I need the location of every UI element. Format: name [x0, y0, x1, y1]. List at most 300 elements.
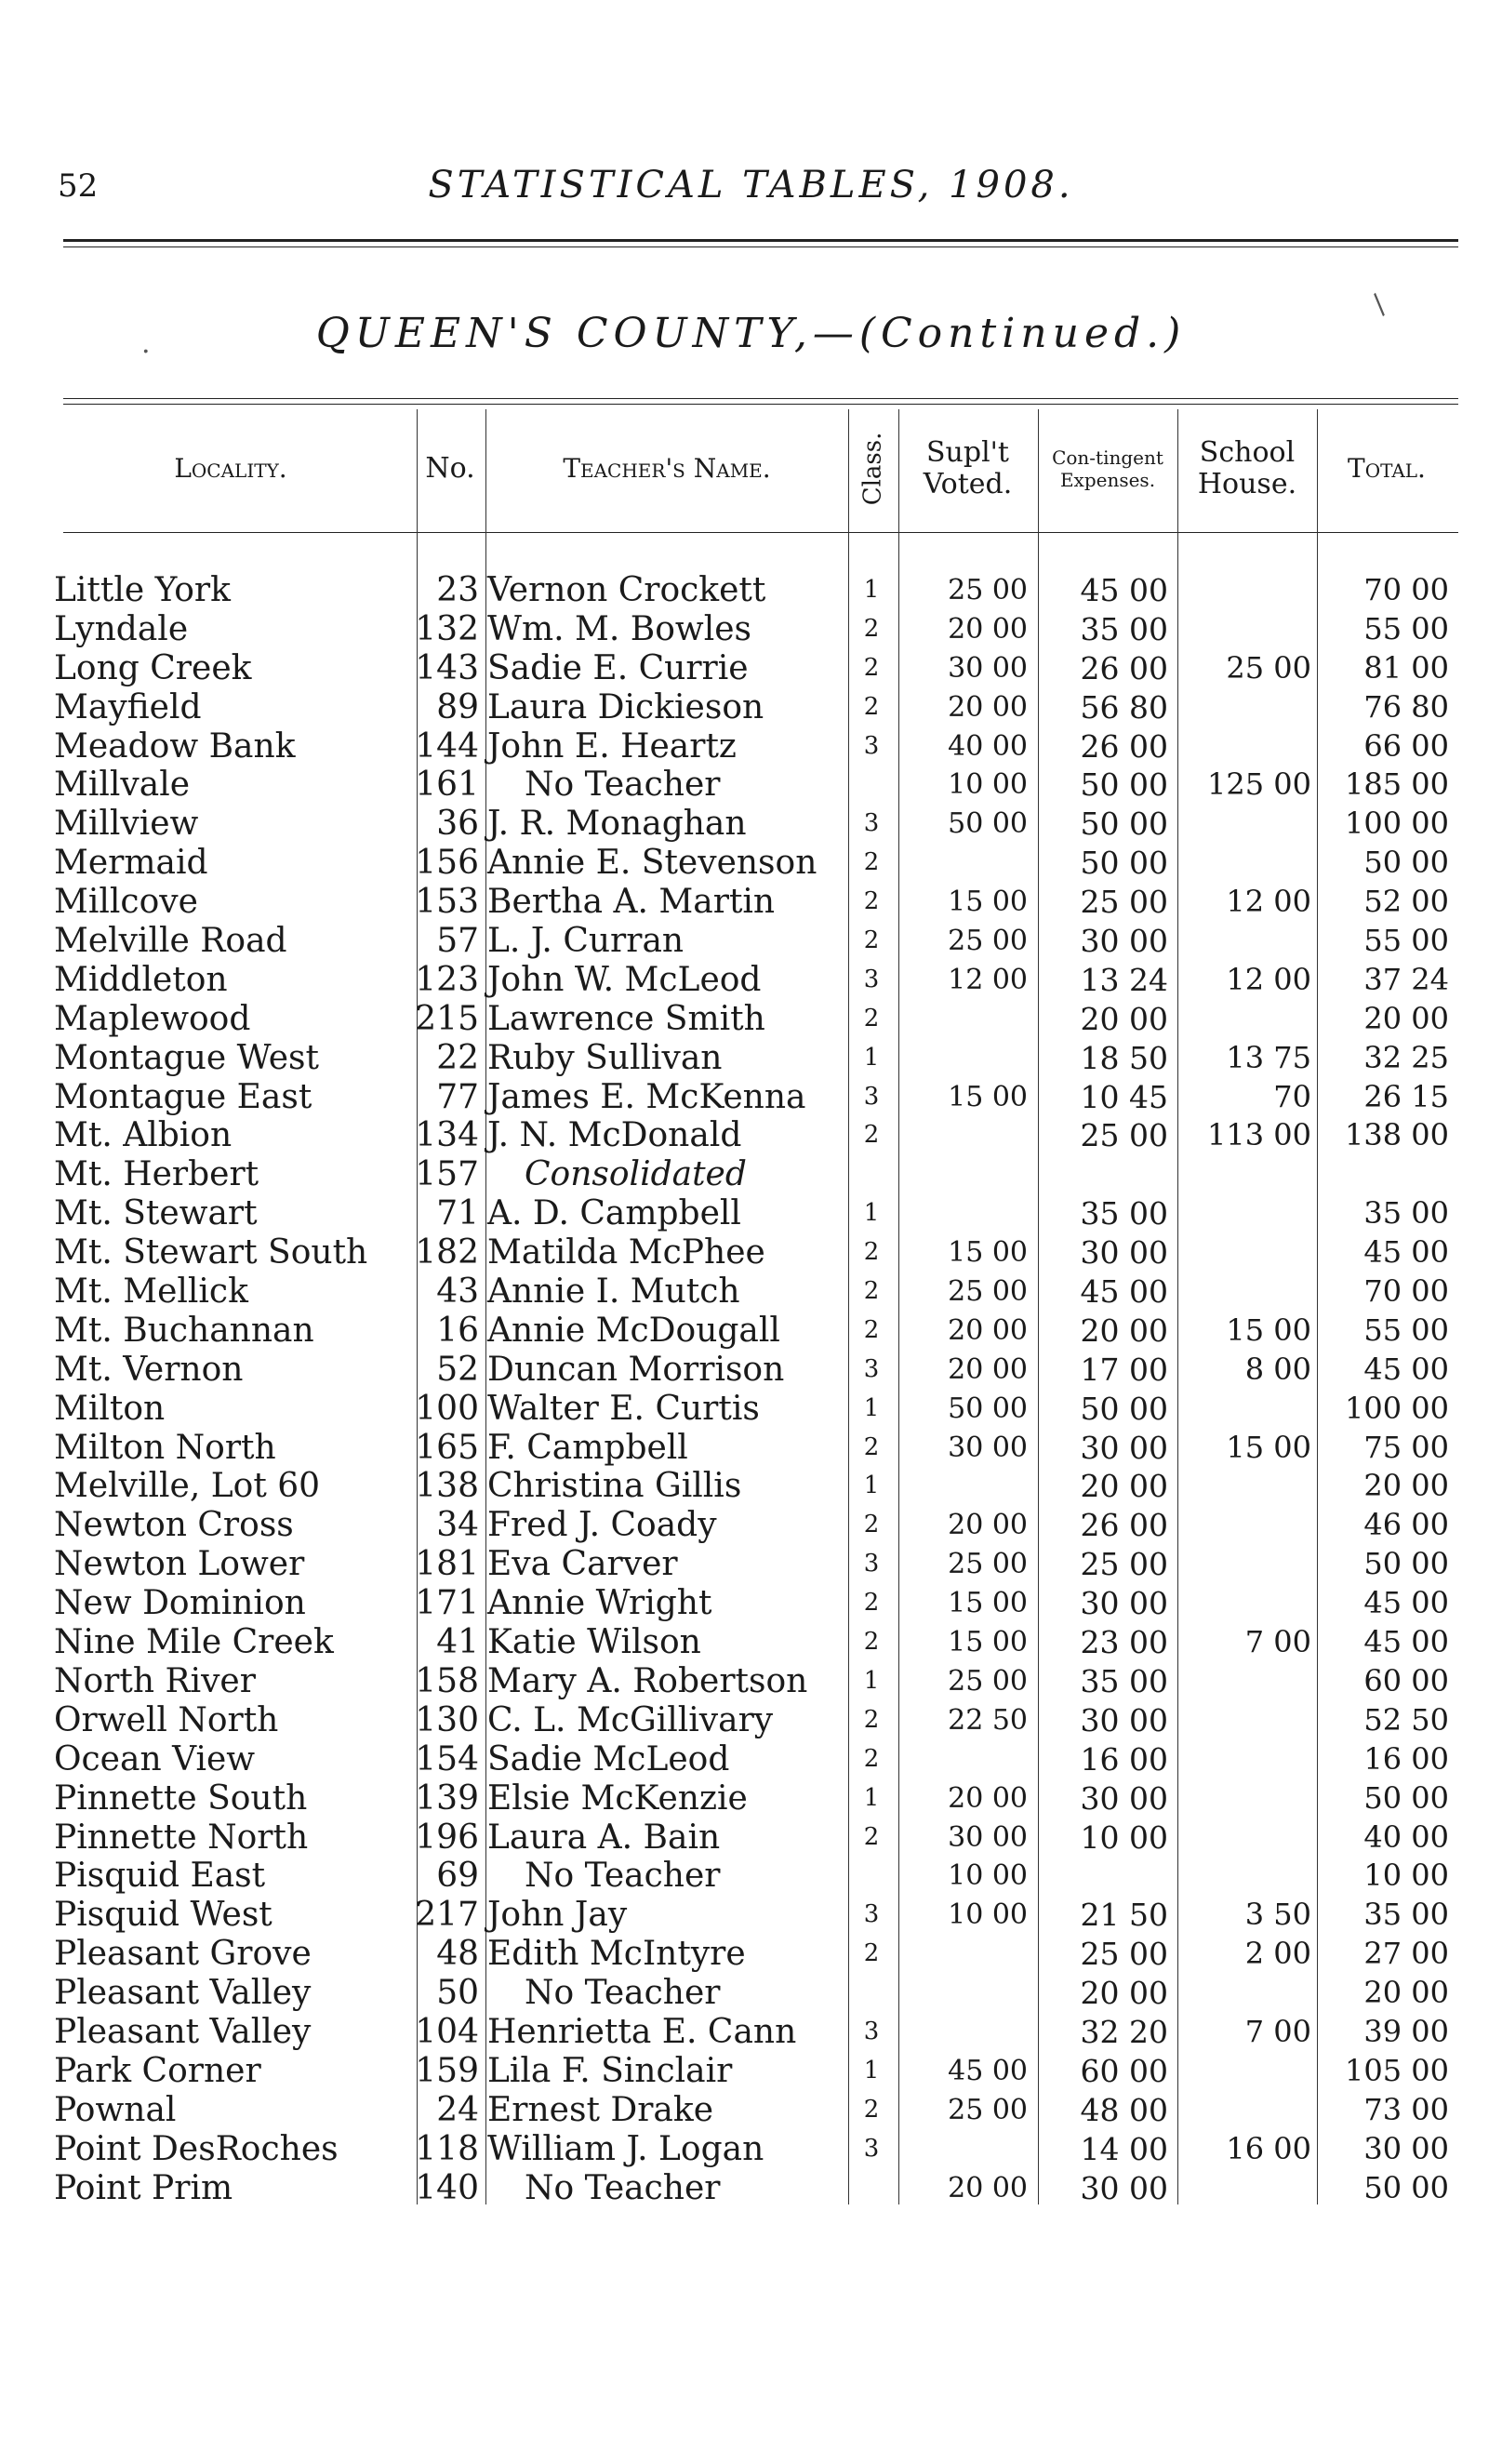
- table-row: [0, 1857, 1502, 1896]
- contingent-cell: 50 00: [1080, 845, 1168, 882]
- locality-cell: Pinnette North: [54, 1818, 309, 1857]
- locality-cell: Milton: [54, 1389, 166, 1428]
- table-row: [0, 1429, 1502, 1468]
- total-cell: 16 00: [1363, 1740, 1449, 1777]
- contingent-cell: 13 24: [1080, 961, 1168, 998]
- supl-voted-cell: 15 00: [948, 1080, 1028, 1113]
- teacher-cell: No Teacher: [525, 1974, 721, 2013]
- contingent-cell: 30 00: [1080, 2169, 1168, 2206]
- teacher-cell: Bertha A. Martin: [487, 883, 776, 922]
- table-row: [0, 1194, 1502, 1233]
- total-cell: 45 00: [1363, 1624, 1449, 1660]
- locality-cell: Millview: [54, 805, 199, 844]
- table-row: [0, 1623, 1502, 1662]
- school-house-cell: 12 00: [1226, 961, 1311, 997]
- class-cell: 3: [863, 731, 880, 760]
- teacher-cell: Henrietta E. Cann: [487, 2012, 797, 2051]
- teacher-cell: J. R. Monaghan: [487, 805, 747, 844]
- total-cell: 55 00: [1363, 1312, 1449, 1348]
- teacher-cell: Fred J. Coady: [487, 1506, 717, 1545]
- header-rule-bottom: [63, 532, 1458, 533]
- teacher-cell: Elsie McKenzie: [487, 1778, 748, 1818]
- table-row: [0, 688, 1502, 727]
- supl-voted-cell: 20 00: [948, 2171, 1028, 2204]
- supl-voted-cell: 45 00: [948, 2054, 1028, 2087]
- locality-cell: Maplewood: [54, 999, 251, 1038]
- number-cell: 23: [436, 571, 479, 609]
- table-row: [0, 1896, 1502, 1935]
- class-cell: 2: [863, 653, 880, 682]
- table-row: [0, 1584, 1502, 1623]
- table-row: [0, 1390, 1502, 1429]
- teacher-cell: James E. McKenna: [487, 1077, 806, 1116]
- total-cell: 45 00: [1363, 1585, 1449, 1621]
- locality-cell: New Dominion: [54, 1584, 306, 1623]
- class-cell: 2: [863, 1744, 880, 1773]
- contingent-cell: 30 00: [1080, 1585, 1168, 1622]
- number-cell: 159: [415, 2051, 479, 2090]
- total-cell: 50 00: [1363, 845, 1449, 881]
- header-class-label: Class.: [858, 432, 887, 506]
- number-cell: 69: [436, 1857, 479, 1896]
- teacher-cell: Laura A. Bain: [487, 1818, 721, 1857]
- number-cell: 165: [415, 1428, 479, 1467]
- table-row: [0, 1116, 1502, 1155]
- total-cell: 75 00: [1363, 1429, 1449, 1465]
- header-rule-top-2: [63, 404, 1458, 405]
- supl-voted-cell: 40 00: [948, 729, 1028, 763]
- contingent-cell: 32 20: [1080, 2013, 1168, 2050]
- contingent-cell: 23 00: [1080, 1624, 1168, 1661]
- locality-cell: Millcove: [54, 883, 198, 922]
- class-cell: 1: [863, 1783, 880, 1812]
- stray-mark: /: [1364, 288, 1394, 321]
- number-cell: 138: [415, 1467, 479, 1506]
- locality-cell: Lyndale: [54, 609, 189, 648]
- number-cell: 22: [436, 1038, 479, 1077]
- locality-cell: Pleasant Valley: [54, 2012, 312, 2051]
- contingent-cell: 10 45: [1080, 1078, 1168, 1115]
- number-cell: 181: [415, 1545, 479, 1584]
- number-cell: 100: [415, 1389, 479, 1428]
- number-cell: 43: [436, 1272, 479, 1312]
- teacher-cell: Annie E. Stevenson: [487, 844, 817, 883]
- total-cell: 45 00: [1363, 1351, 1449, 1387]
- contingent-cell: 25 00: [1080, 1117, 1168, 1154]
- contingent-cell: 17 00: [1080, 1351, 1168, 1388]
- header-no: No.: [425, 451, 475, 485]
- number-cell: 140: [415, 2168, 479, 2207]
- locality-cell: Pleasant Grove: [54, 1935, 312, 1974]
- teacher-cell: J. N. McDonald: [487, 1116, 742, 1155]
- table-row: [0, 1662, 1502, 1701]
- header-contingent: Con-tingent Expenses.: [1052, 446, 1163, 491]
- locality-cell: Newton Cross: [54, 1506, 294, 1545]
- table-row: [0, 1779, 1502, 1818]
- class-cell: 2: [863, 1315, 880, 1344]
- table-row: [0, 1233, 1502, 1272]
- class-cell: 3: [863, 1900, 880, 1929]
- header-school-house: School House.: [1197, 435, 1297, 500]
- teacher-cell: Ruby Sullivan: [487, 1038, 723, 1077]
- table-row: [0, 571, 1502, 610]
- class-cell: 3: [863, 1550, 880, 1578]
- contingent-cell: 50 00: [1080, 1390, 1168, 1427]
- number-cell: 36: [436, 805, 479, 844]
- teacher-cell: Christina Gillis: [487, 1467, 742, 1506]
- teacher-cell: Annie Wright: [487, 1584, 712, 1623]
- locality-cell: Long Creek: [54, 648, 252, 687]
- total-cell: 73 00: [1363, 2091, 1449, 2127]
- supl-voted-cell: 30 00: [948, 1431, 1028, 1464]
- contingent-cell: 20 00: [1080, 1312, 1168, 1349]
- teacher-cell: Annie McDougall: [487, 1311, 780, 1350]
- teacher-cell: Mary A. Robertson: [487, 1661, 808, 1700]
- total-cell: 46 00: [1363, 1507, 1449, 1543]
- table-row: [0, 1351, 1502, 1390]
- number-cell: 132: [415, 609, 479, 648]
- teacher-cell: Edith McIntyre: [487, 1935, 746, 1974]
- contingent-cell: 35 00: [1080, 610, 1168, 647]
- total-cell: 105 00: [1345, 2052, 1449, 2088]
- table-header: [0, 409, 1502, 528]
- number-cell: 77: [436, 1077, 479, 1116]
- total-cell: 50 00: [1363, 1779, 1449, 1816]
- supl-voted-cell: 22 50: [948, 1703, 1028, 1737]
- class-cell: 2: [863, 1238, 880, 1267]
- locality-cell: Mt. Herbert: [54, 1155, 259, 1194]
- contingent-cell: 20 00: [1080, 1975, 1168, 2012]
- top-rule-thick: [63, 239, 1458, 242]
- table-body: [0, 571, 1502, 2207]
- number-cell: 89: [436, 687, 479, 726]
- supl-voted-cell: 50 00: [948, 1392, 1028, 1425]
- total-cell: 35 00: [1363, 1897, 1449, 1933]
- teacher-cell: A. D. Campbell: [487, 1194, 741, 1233]
- locality-cell: Millvale: [54, 766, 191, 805]
- total-cell: 27 00: [1363, 1936, 1449, 1972]
- table-row: [0, 649, 1502, 688]
- school-house-cell: 2 00: [1244, 1936, 1311, 1972]
- running-head: STATISTICAL TABLES, 1908.: [428, 164, 1074, 206]
- class-cell: 1: [863, 576, 880, 604]
- table-row: [0, 2052, 1502, 2091]
- class-cell: 2: [863, 1511, 880, 1539]
- contingent-cell: 30 00: [1080, 923, 1168, 960]
- header-rule-top: [63, 398, 1458, 399]
- total-cell: 100 00: [1345, 806, 1449, 842]
- contingent-cell: 21 50: [1080, 1897, 1168, 1934]
- number-cell: 134: [415, 1116, 479, 1155]
- table-row: [0, 1155, 1502, 1194]
- contingent-cell: 26 00: [1080, 649, 1168, 686]
- class-cell: 2: [863, 848, 880, 877]
- locality-cell: Mt. Stewart South: [54, 1233, 368, 1272]
- table-row: [0, 883, 1502, 922]
- class-cell: 2: [863, 2095, 880, 2124]
- header-locality: Locality.: [174, 452, 287, 484]
- table-row: [0, 1039, 1502, 1078]
- teacher-cell: Duncan Morrison: [487, 1350, 785, 1389]
- total-cell: 37 24: [1363, 961, 1449, 997]
- contingent-cell: 60 00: [1080, 2052, 1168, 2089]
- total-cell: 70 00: [1363, 1273, 1449, 1310]
- school-house-cell: 3 50: [1244, 1897, 1311, 1933]
- locality-cell: Montague East: [54, 1077, 312, 1116]
- total-cell: 76 80: [1363, 688, 1449, 725]
- total-cell: 50 00: [1363, 2169, 1449, 2205]
- header-class: [850, 409, 897, 528]
- header-supl: Supl't Voted.: [923, 435, 1013, 500]
- number-cell: 118: [415, 2129, 479, 2168]
- school-house-cell: 125 00: [1207, 766, 1311, 803]
- table-row: [0, 1974, 1502, 2013]
- total-cell: 60 00: [1363, 1662, 1449, 1698]
- number-cell: 52: [436, 1350, 479, 1389]
- teacher-cell: Laura Dickieson: [487, 687, 764, 726]
- school-house-cell: 15 00: [1226, 1312, 1311, 1348]
- contingent-cell: 18 50: [1080, 1039, 1168, 1076]
- page-number: 52: [58, 167, 99, 205]
- total-cell: 138 00: [1345, 1117, 1449, 1153]
- total-cell: 185 00: [1345, 766, 1449, 803]
- teacher-cell: Walter E. Curtis: [487, 1389, 760, 1428]
- locality-cell: Middleton: [54, 960, 228, 999]
- contingent-cell: 35 00: [1080, 1195, 1168, 1232]
- teacher-cell: No Teacher: [525, 2168, 721, 2207]
- class-cell: 2: [863, 1432, 880, 1461]
- total-cell: 70 00: [1363, 572, 1449, 607]
- supl-voted-cell: 12 00: [948, 963, 1028, 996]
- class-cell: 1: [863, 1472, 880, 1500]
- locality-cell: Point Prim: [54, 2168, 233, 2207]
- table-row: [0, 922, 1502, 961]
- locality-cell: Little York: [54, 571, 231, 609]
- locality-cell: Montague West: [54, 1038, 319, 1077]
- teacher-cell: John E. Heartz: [487, 726, 737, 766]
- class-cell: 2: [863, 1589, 880, 1618]
- supl-voted-cell: 25 00: [948, 925, 1028, 958]
- contingent-cell: 45 00: [1080, 572, 1168, 608]
- total-cell: 30 00: [1363, 2130, 1449, 2166]
- contingent-cell: 25 00: [1080, 884, 1168, 921]
- teacher-cell: Lawrence Smith: [487, 999, 765, 1038]
- number-cell: 16: [436, 1311, 479, 1350]
- locality-cell: Point DesRoches: [54, 2129, 339, 2168]
- school-house-cell: 15 00: [1226, 1429, 1311, 1465]
- locality-cell: Pinnette South: [54, 1778, 308, 1818]
- class-cell: 2: [863, 1004, 880, 1032]
- class-cell: 3: [863, 2017, 880, 2045]
- contingent-cell: 30 00: [1080, 1429, 1168, 1466]
- number-cell: 196: [415, 1818, 479, 1857]
- supl-voted-cell: 15 00: [948, 1236, 1028, 1270]
- table-row: [0, 1545, 1502, 1584]
- teacher-cell: Wm. M. Bowles: [487, 609, 752, 648]
- class-cell: 3: [863, 965, 880, 993]
- class-cell: 2: [863, 1822, 880, 1851]
- class-cell: 3: [863, 1354, 880, 1383]
- class-cell: 2: [863, 1121, 880, 1150]
- contingent-cell: 50 00: [1080, 766, 1168, 804]
- teacher-cell: L. J. Curran: [487, 922, 685, 961]
- number-cell: 171: [415, 1584, 479, 1623]
- header-teacher: Teacher's Name.: [563, 452, 771, 484]
- teacher-cell: F. Campbell: [487, 1428, 688, 1467]
- contingent-cell: 20 00: [1080, 1468, 1168, 1505]
- locality-cell: Nine Mile Creek: [54, 1623, 334, 1662]
- supl-voted-cell: 20 00: [948, 1352, 1028, 1386]
- table-row: [0, 766, 1502, 805]
- teacher-cell: Sadie E. Currie: [487, 648, 749, 687]
- supl-voted-cell: 25 00: [948, 1664, 1028, 1698]
- locality-cell: Newton Lower: [54, 1545, 305, 1584]
- contingent-cell: 16 00: [1080, 1740, 1168, 1778]
- supl-voted-cell: 20 00: [948, 1781, 1028, 1815]
- number-cell: 71: [436, 1194, 479, 1233]
- supl-voted-cell: 30 00: [948, 1820, 1028, 1854]
- contingent-cell: 14 00: [1080, 2130, 1168, 2167]
- teacher-cell: Consolidated: [525, 1155, 747, 1194]
- number-cell: 158: [415, 1661, 479, 1700]
- locality-cell: Mt. Stewart: [54, 1194, 258, 1233]
- number-cell: 217: [415, 1896, 479, 1935]
- supl-voted-cell: 15 00: [948, 1626, 1028, 1659]
- number-cell: 153: [415, 883, 479, 922]
- class-cell: 1: [863, 1393, 880, 1422]
- total-cell: 32 25: [1363, 1039, 1449, 1075]
- supl-voted-cell: 25 00: [948, 2093, 1028, 2126]
- class-cell: 2: [863, 887, 880, 916]
- locality-cell: Meadow Bank: [54, 726, 296, 766]
- total-cell: 55 00: [1363, 923, 1449, 959]
- supl-voted-cell: 25 00: [948, 1548, 1028, 1581]
- teacher-cell: John W. McLeod: [487, 960, 762, 999]
- number-cell: 161: [415, 766, 479, 805]
- teacher-cell: Matilda McPhee: [487, 1233, 765, 1272]
- number-cell: 143: [415, 648, 479, 687]
- total-cell: 26 15: [1363, 1078, 1449, 1114]
- supl-voted-cell: 30 00: [948, 651, 1028, 685]
- table-row: [0, 1272, 1502, 1312]
- locality-cell: Milton North: [54, 1428, 276, 1467]
- table-row: [0, 1818, 1502, 1858]
- number-cell: 24: [436, 2090, 479, 2129]
- supl-voted-cell: 20 00: [948, 690, 1028, 724]
- table-row: [0, 727, 1502, 766]
- teacher-cell: Eva Carver: [487, 1545, 678, 1584]
- supl-voted-cell: 20 00: [948, 612, 1028, 646]
- school-house-cell: 7 00: [1244, 1624, 1311, 1660]
- teacher-cell: William J. Logan: [487, 2129, 764, 2168]
- teacher-cell: Sadie McLeod: [487, 1739, 730, 1778]
- contingent-cell: 25 00: [1080, 1546, 1168, 1583]
- locality-cell: Mt. Vernon: [54, 1350, 244, 1389]
- class-cell: 1: [863, 1199, 880, 1228]
- total-cell: 40 00: [1363, 1818, 1449, 1855]
- number-cell: 50: [436, 1974, 479, 2013]
- supl-voted-cell: 25 00: [948, 574, 1028, 606]
- school-house-cell: 25 00: [1226, 649, 1311, 686]
- total-cell: 52 50: [1363, 1701, 1449, 1738]
- total-cell: 100 00: [1345, 1390, 1449, 1426]
- table-row: [0, 2169, 1502, 2208]
- contingent-cell: 25 00: [1080, 1936, 1168, 1973]
- total-cell: 55 00: [1363, 610, 1449, 646]
- contingent-cell: 20 00: [1080, 1000, 1168, 1037]
- table-row: [0, 2130, 1502, 2169]
- total-cell: 66 00: [1363, 727, 1449, 764]
- supl-voted-cell: 10 00: [948, 1859, 1028, 1893]
- table-row: [0, 805, 1502, 844]
- total-cell: 20 00: [1363, 1000, 1449, 1036]
- table-row: [0, 961, 1502, 1000]
- table-row: [0, 1506, 1502, 1545]
- table-row: [0, 610, 1502, 649]
- number-cell: 157: [415, 1155, 479, 1194]
- top-rule-thin: [63, 246, 1458, 247]
- number-cell: 154: [415, 1739, 479, 1778]
- class-cell: 2: [863, 1705, 880, 1734]
- table-row: [0, 1740, 1502, 1779]
- class-cell: 3: [863, 1082, 880, 1111]
- school-house-cell: 113 00: [1207, 1117, 1311, 1153]
- school-house-cell: 12 00: [1226, 884, 1311, 920]
- table-row: [0, 1312, 1502, 1351]
- contingent-cell: 48 00: [1080, 2091, 1168, 2128]
- contingent-cell: 30 00: [1080, 1701, 1168, 1738]
- contingent-cell: 56 80: [1080, 688, 1168, 726]
- school-house-cell: 13 75: [1226, 1039, 1311, 1075]
- total-cell: 10 00: [1363, 1858, 1449, 1894]
- locality-cell: Pleasant Valley: [54, 1974, 312, 2013]
- table-row: [0, 1000, 1502, 1039]
- teacher-cell: John Jay: [487, 1896, 628, 1935]
- class-cell: 3: [863, 2134, 880, 2163]
- locality-cell: Pisquid East: [54, 1857, 266, 1896]
- number-cell: 139: [415, 1778, 479, 1818]
- supl-voted-cell: 50 00: [948, 807, 1028, 841]
- class-cell: 2: [863, 614, 880, 643]
- stray-mark: .: [141, 327, 151, 360]
- supl-voted-cell: 15 00: [948, 886, 1028, 919]
- contingent-cell: 30 00: [1080, 1779, 1168, 1817]
- locality-cell: Mt. Buchannan: [54, 1311, 314, 1350]
- number-cell: 41: [436, 1623, 479, 1662]
- class-cell: 1: [863, 1043, 880, 1072]
- supl-voted-cell: 20 00: [948, 1509, 1028, 1542]
- school-house-cell: 8 00: [1244, 1351, 1311, 1387]
- total-cell: 52 00: [1363, 884, 1449, 920]
- teacher-cell: Katie Wilson: [487, 1623, 701, 1662]
- contingent-cell: 35 00: [1080, 1662, 1168, 1699]
- number-cell: 123: [415, 960, 479, 999]
- locality-cell: Mayfield: [54, 687, 202, 726]
- locality-cell: Melville, Lot 60: [54, 1467, 321, 1506]
- total-cell: 81 00: [1363, 649, 1449, 686]
- teacher-cell: Annie I. Mutch: [487, 1272, 740, 1312]
- locality-cell: Pisquid West: [54, 1896, 272, 1935]
- total-cell: 35 00: [1363, 1195, 1449, 1232]
- teacher-cell: Vernon Crockett: [487, 571, 766, 609]
- total-cell: 45 00: [1363, 1234, 1449, 1271]
- number-cell: 144: [415, 726, 479, 766]
- number-cell: 57: [436, 922, 479, 961]
- total-cell: 20 00: [1363, 1468, 1449, 1504]
- total-cell: 20 00: [1363, 1975, 1449, 2011]
- contingent-cell: 10 00: [1080, 1818, 1168, 1856]
- number-cell: 130: [415, 1700, 479, 1739]
